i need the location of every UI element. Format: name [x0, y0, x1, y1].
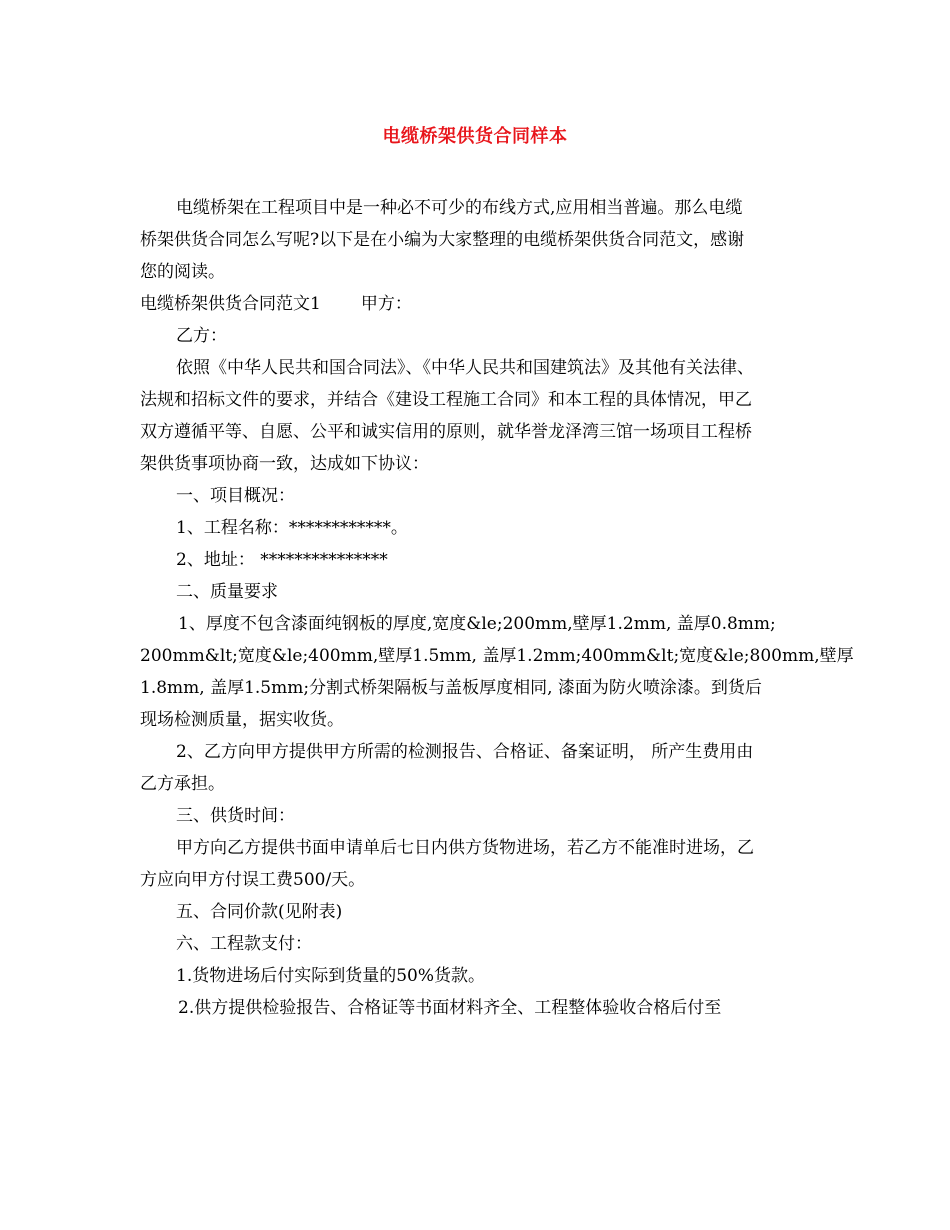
paragraph-line: 方应向甲方付误工费500/天。 [140, 870, 366, 890]
paragraph-line: 桥架供货合同怎么写呢?以下是在小编为大家整理的电缆桥架供货合同范文，感谢 [140, 230, 745, 250]
paragraph-line: 2、乙方向甲方提供甲方所需的检测报告、合格证、备案证明， 所产生费用由 [176, 742, 754, 762]
section-heading-line [140, 288, 820, 320]
paragraph-line: 1、厚度不包含漆面纯钢板的厚度,宽度&le;200mm,壁厚1.2mm, 盖厚0.8mm; [178, 614, 776, 634]
paragraph-line: 乙方承担。 [140, 774, 225, 794]
party-a-label: 甲方： [360, 294, 412, 314]
paragraph-line: 架供货事项协商一致，达成如下协议： [140, 454, 429, 474]
clause-heading: 五、合同价款(见附表) [176, 902, 343, 922]
paragraph-line: 电缆桥架在工程项目中是一种必不可少的布线方式,应用相当普遍。那么电缆 [176, 198, 743, 218]
party-b-label: 乙方： [176, 326, 227, 346]
paragraph-line: 2.供方提供检验报告、合格证等书面材料齐全、工程整体验收合格后付至 [178, 998, 722, 1018]
paragraph-line: 200mm&lt;宽度&le;400mm,壁厚1.5mm, 盖厚1.2mm;400mm&lt;宽度&le;800mm,壁厚 [140, 646, 854, 666]
paragraph-line: 1.货物进场后付实际到货量的50%货款。 [176, 966, 486, 986]
section-heading: 电缆桥架供货合同范文1 [140, 294, 321, 314]
paragraph-line: 法规和招标文件的要求，并结合《建设工程施工合同》和本工程的具体情况，甲乙 [140, 390, 752, 410]
paragraph-line: 甲方向乙方提供书面申请单后七日内供方货物进场，若乙方不能准时进场，乙 [176, 838, 754, 858]
clause-heading: 一、项目概况： [176, 486, 295, 506]
paragraph-line: 依照《中华人民共和国合同法》、《中华人民共和国建筑法》及其他有关法律、 [176, 358, 754, 378]
paragraph-line: 1.8mm, 盖厚1.5mm;分割式桥架隔板与盖板厚度相同, 漆面为防火喷涂漆。到货后 [140, 678, 762, 698]
clause-heading: 三、供货时间： [176, 806, 295, 826]
paragraph-line: 1、工程名称：************。 [176, 518, 408, 538]
paragraph-line: 您的阅读。 [140, 262, 225, 282]
document-body [140, 192, 854, 1024]
clause-heading: 二、质量要求 [176, 582, 278, 602]
clause-heading: 六、工程款支付： [176, 934, 312, 954]
document-title: 电缆桥架供货合同样本 [382, 126, 568, 147]
paragraph-line: 双方遵循平等、自愿、公平和诚实信用的原则，就华誉龙泽湾三馆一场项目工程桥 [140, 422, 752, 442]
paragraph-line: 2、地址： *************** [176, 550, 388, 570]
paragraph-line: 现场检测质量，据实收货。 [140, 710, 344, 730]
